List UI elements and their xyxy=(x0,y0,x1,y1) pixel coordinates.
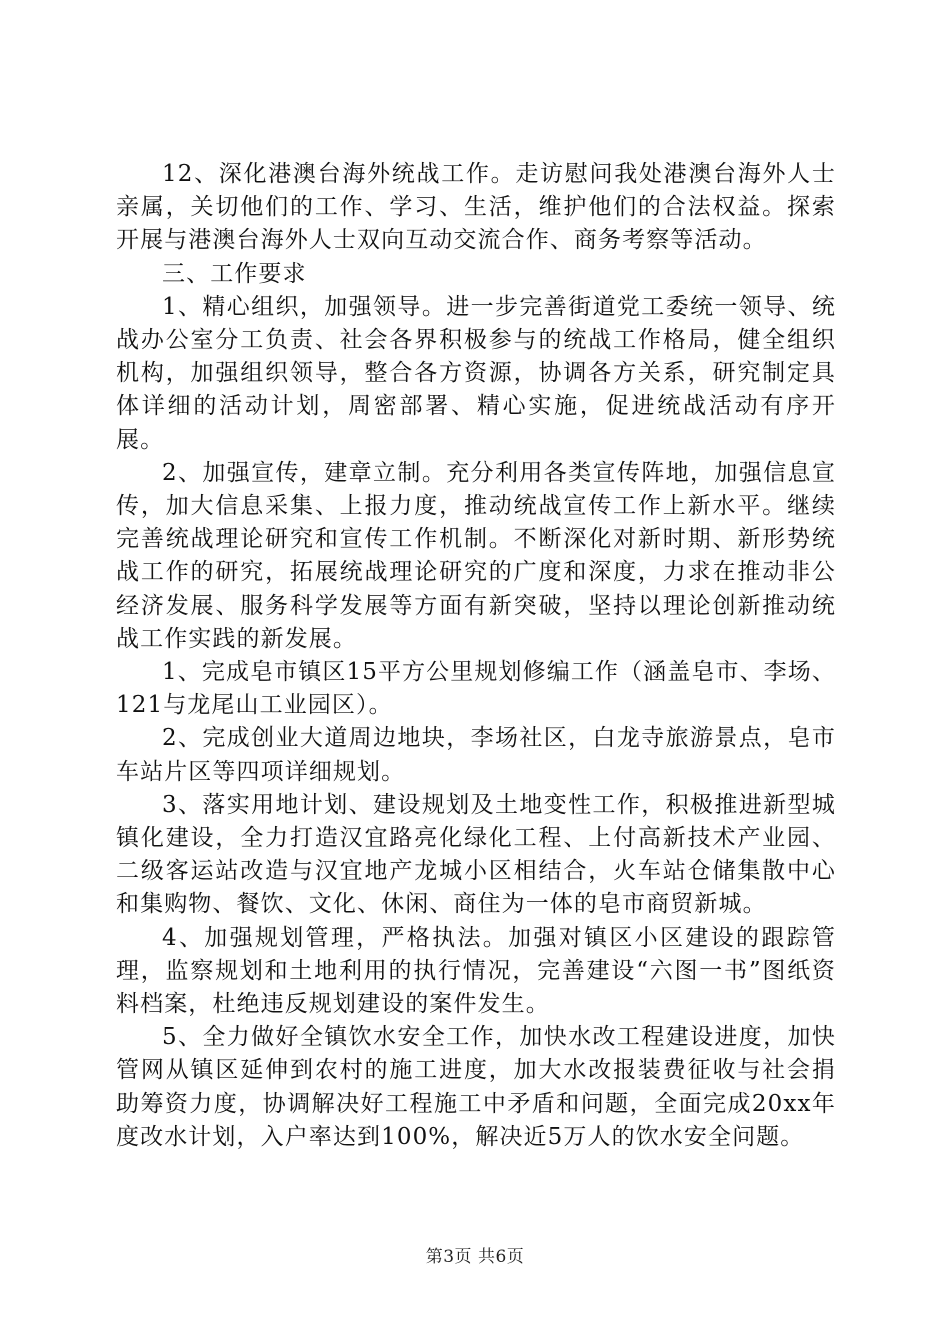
document-body xyxy=(116,158,836,1154)
paragraph-detailed-plans: 2、完成创业大道周边地块，李场社区，白龙寺旅游景点，皂市车站片区等四项详细规划。 xyxy=(116,725,836,785)
page-number-footer: 第3页 共6页 xyxy=(425,1247,525,1267)
paragraph-land-use-plan: 3、落实用地计划、建设规划及土地变性工作，积极推进新型城镇化建设，全力打造汉宜路亮化绿化工程、上付高新技术产业园、二级客运站改造与汉宜地产龙城小区相结合，火车站仓储集散中心和集购物、餐饮、文化、休闲、商住为一体的皂市商贸新城。 xyxy=(116,791,836,918)
paragraph-planning-management: 4、加强规划管理，严格执法。加强对镇区小区建设的跟踪管理，监察规划和土地利用的执行情况，完善建设“六图一书”图纸资料档案，杜绝违反规划建设的案件发生。 xyxy=(116,924,836,1018)
paragraph-publicity-rules: 2、加强宣传，建章立制。充分利用各类宣传阵地，加强信息宣传，加大信息采集、上报力度，推动统战宣传工作上新水平。继续完善统战理论研究和宣传工作机制。不断深化对新时期、新形势统战工作的研究，拓展统战理论研究的广度和深度，力求在推动非公经济发展、服务科学发展等方面有新突破，坚持以理论创新推动统战工作实践的新发展。 xyxy=(116,459,836,652)
paragraph-planning-revision: 1、完成皂市镇区15平方公里规划修编工作（涵盖皂市、李场、121与龙尾山工业园区）。 xyxy=(116,659,836,719)
paragraph-drinking-water-safety: 5、全力做好全镇饮水安全工作，加快水改工程建设进度，加快管网从镇区延伸到农村的施工进度，加大水改报装费征收与社会捐助筹资力度，协调解决好工程施工中矛盾和问题，全面完成20xx年度改水计划，入户率达到100%，解决近5万人的饮水安全问题。 xyxy=(116,1024,836,1150)
paragraph-organize-leadership: 1、精心组织，加强领导。进一步完善街道党工委统一领导、统战办公室分工负责、社会各界积极参与的统战工作格局，健全组织机构，加强组织领导，整合各方资源，协调各方关系，研究制定具体详细的活动计划，周密部署、精心实施，促进统战活动有序开展。 xyxy=(116,293,836,453)
section-heading-work-requirements: 三、工作要求 xyxy=(162,260,307,287)
paragraph-hk-macao-taiwan-work: 12、深化港澳台海外统战工作。走访慰问我处港澳台海外人士亲属，关切他们的工作、学习、生活，维护他们的合法权益。探索开展与港澳台海外人士双向互动交流合作、商务考察等活动。 xyxy=(116,161,836,254)
